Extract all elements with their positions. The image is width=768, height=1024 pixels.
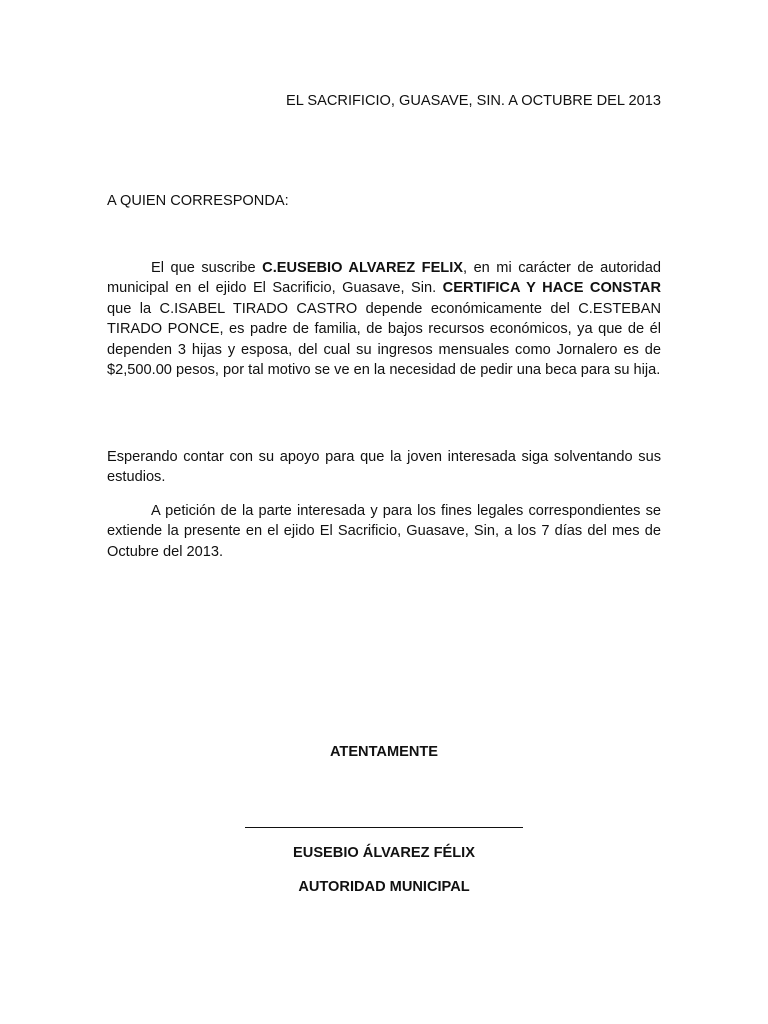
paragraph1-text-a: El que suscribe (151, 260, 263, 276)
signer-name: EUSEBIO ÁLVAREZ FÉLIX (293, 845, 475, 861)
body-paragraph-legal: A petición de la parte interesada y para los fines legales correspondientes se extiende la presente en el ejido El Sacrificio, Guasave, Sin, a los 7 días del mes de Octubre del 2013. (107, 503, 661, 560)
place-date-line: EL SACRIFICIO, GUASAVE, SIN. A OCTUBRE DEL 2013 (286, 93, 661, 109)
signature-line (245, 827, 523, 828)
certification-phrase-bold: CERTIFICA Y HACE CONSTAR (442, 280, 661, 297)
body-paragraph-support: Esperando contar con su apoyo para que la joven interesada siga solventando sus estudios. (107, 449, 661, 486)
salutation: A QUIEN CORRESPONDA: (107, 193, 289, 209)
closing-regards: ATENTAMENTE (329, 744, 439, 760)
paragraph1-text-b: , en mi carácter de autoridad municipal en el ejido El Sacrificio, Guasave, Sin. (107, 260, 661, 297)
signer-title: AUTORIDAD MUNICIPAL (298, 879, 470, 895)
issuer-name-bold: C.EUSEBIO ALVAREZ FELIX (262, 260, 464, 276)
body-paragraph-certification (107, 258, 661, 380)
paragraph1-text-c: que la C.ISABEL TIRADO CASTRO depende económicamente del C.ESTEBAN TIRADO PONCE, es padre de familia, de bajos recursos económicos, ya que de él dependen 3 hijas y esposa, del cual su ingresos mensuales como Jornalero es de $2,500.00 pesos, por tal motivo se ve en la necesidad de pedir una beca para su hija. (107, 300, 661, 379)
